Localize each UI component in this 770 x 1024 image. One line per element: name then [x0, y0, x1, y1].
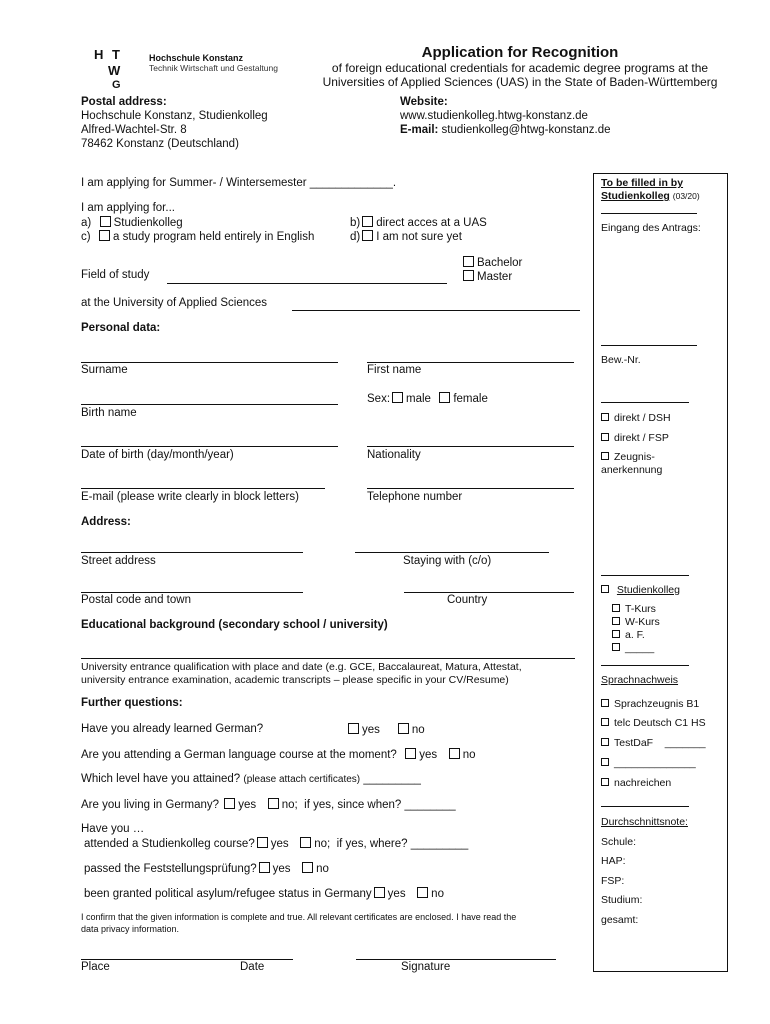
q5b-yes-label: yes [272, 863, 291, 875]
sprachzeugnis-option [601, 698, 699, 710]
sprachnachweis-label: Sprachnachweis [601, 674, 679, 686]
telephone-label: Telephone number [367, 491, 463, 503]
further-questions-heading: Further questions: [81, 697, 183, 709]
q5c-label: been granted political asylum/refugee status in Germany [84, 888, 372, 900]
zeugnis-checkbox[interactable] [601, 452, 609, 460]
bachelor-option [461, 256, 522, 269]
q-living-germany [81, 798, 456, 811]
signature-label: Signature [401, 961, 451, 973]
testdaf-input[interactable]: _______ [664, 737, 706, 749]
durchschnittsnote-label: Durchschnittsnote: [601, 816, 688, 828]
first-name-input[interactable] [367, 362, 574, 363]
female-label: female [453, 393, 488, 405]
dob-input[interactable] [81, 446, 338, 447]
q1-yes-checkbox[interactable] [348, 723, 359, 734]
option-c [81, 230, 314, 243]
confirmation-line-2: data privacy information. [81, 924, 180, 934]
option-d-label: I am not sure yet [376, 231, 462, 243]
dob-label: Date of birth (day/month/year) [81, 449, 234, 461]
q2-label: Are you attending a German language course at the moment? [81, 749, 397, 761]
signature-input[interactable] [356, 959, 556, 960]
street-input[interactable] [81, 552, 303, 553]
field-of-study-label: Field of study [81, 269, 150, 281]
date-label: Date [240, 961, 265, 973]
testdaf-label: TestDaF [614, 737, 654, 749]
q2-yes-label: yes [419, 749, 438, 761]
sidebar-line-3[interactable] [601, 402, 689, 403]
email-field-label: E-mail (please write clearly in block letters) [81, 491, 299, 503]
q-feststellungspruefung [84, 862, 329, 875]
male-label: male [406, 393, 431, 405]
email-address-line [400, 124, 611, 136]
q5a-label: attended a Studienkolleg course? [84, 838, 255, 850]
master-option [461, 270, 512, 283]
other-sprach-checkbox[interactable] [601, 758, 609, 766]
studium-label: Studium: [601, 894, 643, 906]
nationality-label: Nationality [367, 449, 421, 461]
sidebar-line-6[interactable] [601, 806, 689, 807]
q-level-attained [81, 773, 421, 785]
q5a-yes-checkbox[interactable] [257, 837, 268, 848]
sprachzeugnis-checkbox[interactable] [601, 699, 609, 707]
q5b-no-label: no [316, 863, 329, 875]
personal-data-heading: Personal data: [81, 322, 161, 334]
postal-label: Postal address: [81, 96, 167, 108]
website-label: Website: [400, 96, 448, 108]
page-title: Application for Recognition [421, 44, 619, 61]
surname-label: Surname [81, 364, 128, 376]
nachreichen-option [601, 777, 671, 789]
sidebar-date-code: (03/20) [672, 191, 700, 201]
direkt-fsp-label: direkt / FSP [614, 432, 669, 444]
direkt-dsh-checkbox[interactable] [601, 413, 609, 421]
option-d [350, 230, 462, 243]
university-input[interactable] [292, 310, 580, 311]
w-kurs-option [612, 616, 660, 628]
other-kurs-input[interactable]: _____ [625, 642, 655, 654]
option-a-prefix: a) [81, 217, 92, 229]
website-url[interactable]: www.studienkolleg.htwg-konstanz.de [400, 110, 588, 122]
q5c-no-label: no [431, 888, 444, 900]
option-b-checkbox[interactable] [362, 216, 373, 227]
t-kurs-checkbox[interactable] [612, 604, 620, 612]
w-kurs-label: W-Kurs [625, 616, 660, 628]
q4-yes-checkbox[interactable] [224, 798, 235, 809]
staying-with-label: Staying with (c/o) [403, 555, 492, 567]
field-of-study-input[interactable] [167, 283, 447, 284]
eingang-label: Eingang des Antrags: [601, 222, 701, 234]
email-input[interactable] [81, 488, 325, 489]
bachelor-label: Bachelor [477, 257, 523, 269]
studienkolleg-checkbox[interactable] [601, 585, 609, 593]
sidebar-line-4[interactable] [601, 575, 689, 576]
q5c-yes-label: yes [387, 888, 406, 900]
gesamt-label: gesamt: [601, 914, 639, 926]
other-kurs-option [612, 642, 654, 654]
logo-letter-h: H [94, 47, 104, 62]
q1-no-checkbox[interactable] [398, 723, 409, 734]
semester-line: I am applying for Summer- / Wintersemester _____________. [81, 177, 397, 189]
postal-line-2: Alfred-Wachtel-Str. 8 [81, 124, 187, 136]
postal-line-3: 78462 Konstanz (Deutschland) [81, 138, 239, 150]
other-sprach-option [601, 757, 696, 769]
w-kurs-checkbox[interactable] [612, 617, 620, 625]
birth-name-label: Birth name [81, 407, 137, 419]
surname-input[interactable] [81, 362, 338, 363]
bew-nr-label: Bew.-Nr. [601, 354, 641, 366]
telephone-input[interactable] [367, 488, 574, 489]
option-a [81, 216, 183, 229]
q2-no-checkbox[interactable] [449, 748, 460, 759]
q-attending-course [81, 748, 476, 761]
q4-no-label: no; [281, 799, 298, 811]
logo-name: Hochschule Konstanz [149, 53, 244, 63]
q1-no-label: no [411, 724, 425, 736]
nachreichen-label: nachreichen [614, 777, 672, 789]
subtitle-line-1: of foreign educational credentials for academic degree programs at the [331, 61, 709, 75]
q2-no-label: no [462, 749, 476, 761]
direkt-dsh-label: direkt / DSH [614, 412, 671, 424]
q4-no-checkbox[interactable] [268, 798, 279, 809]
logo-letter-w: W [108, 63, 121, 78]
other-kurs-checkbox[interactable] [612, 643, 620, 651]
q5b-label: passed the Feststellungsprüfung? [84, 863, 257, 875]
sidebar-title-1: To be filled in by [601, 177, 684, 189]
q-learned-german-answers [346, 723, 425, 736]
q5b-yes-checkbox[interactable] [259, 862, 270, 873]
zeugnis-option [601, 451, 655, 463]
q2-yes-checkbox[interactable] [405, 748, 416, 759]
q-have-you-intro: Have you … [81, 823, 145, 835]
telc-option [601, 717, 706, 729]
sex-label: Sex: [367, 393, 391, 405]
telc-label: telc Deutsch C1 HS [614, 717, 706, 729]
education-heading: Educational background (secondary school / university) [81, 619, 388, 631]
street-label: Street address [81, 555, 156, 567]
university-label: at the University of Applied Sciences [81, 297, 268, 309]
postal-code-input[interactable] [81, 592, 303, 593]
option-b [350, 216, 487, 229]
q4-yes-label: yes [238, 799, 257, 811]
female-checkbox[interactable] [439, 392, 450, 403]
q3-note: (please attach certificates) [243, 774, 361, 785]
q5a-no-label: no; [314, 838, 331, 850]
q5c-yes-checkbox[interactable] [374, 887, 385, 898]
option-a-checkbox[interactable] [100, 216, 111, 227]
q-studienkolleg-course [84, 837, 468, 850]
sidebar-line-2[interactable] [601, 345, 697, 346]
country-label: Country [447, 594, 488, 606]
nationality-input[interactable] [367, 446, 574, 447]
q3-input[interactable]: _________ [363, 773, 421, 785]
male-checkbox[interactable] [392, 392, 403, 403]
sprachzeugnis-label: Sprachzeugnis B1 [614, 698, 700, 710]
t-kurs-option [612, 603, 656, 615]
af-checkbox[interactable] [612, 630, 620, 638]
hap-label: HAP: [601, 855, 626, 867]
testdaf-option [601, 737, 706, 749]
option-b-label: direct acces at a UAS [376, 217, 487, 229]
sidebar-title-studienkolleg: Studienkolleg [601, 190, 670, 202]
option-c-checkbox[interactable] [99, 230, 110, 241]
option-c-prefix: c) [81, 231, 91, 243]
master-checkbox[interactable] [463, 270, 474, 281]
office-use-box [593, 173, 728, 972]
education-note-1: University entrance qualification with place and date (e.g. GCE, Baccalaureat, Matura, Attestat, [81, 661, 522, 673]
confirmation-line-1: I confirm that the given information is complete and true. All relevant certificates are enclosed. I have read the [81, 912, 517, 922]
q4-label: Are you living in Germany? [81, 799, 220, 811]
address-heading: Address: [81, 516, 131, 528]
q1-yes-label: yes [362, 724, 380, 736]
zeugnis-label-2: anerkennung [601, 464, 663, 476]
place-date-input[interactable] [81, 959, 293, 960]
option-b-prefix: b) [350, 217, 361, 229]
q5a-no-checkbox[interactable] [300, 837, 311, 848]
place-label: Place [81, 961, 110, 973]
q5b-no-checkbox[interactable] [302, 862, 313, 873]
af-option [612, 629, 645, 641]
q5a-where-input[interactable]: if yes, where? _________ [336, 838, 469, 850]
zeugnis-label-1: Zeugnis- [614, 451, 655, 463]
q-learned-german: Have you already learned German? [81, 723, 264, 735]
option-d-prefix: d) [350, 231, 361, 243]
sex-field [367, 392, 488, 405]
sidebar-line-5[interactable] [601, 665, 689, 666]
schule-label: Schule: [601, 836, 637, 848]
telc-checkbox[interactable] [601, 718, 609, 726]
master-label: Master [477, 271, 513, 283]
testdaf-checkbox[interactable] [601, 738, 609, 746]
af-label: a. F. [625, 629, 645, 641]
nachreichen-checkbox[interactable] [601, 778, 609, 786]
sidebar-line-1[interactable] [601, 213, 697, 214]
birth-name-input[interactable] [81, 404, 338, 405]
subtitle-line-2: Universities of Applied Sciences (UAS) in the State of Baden-Württemberg [322, 75, 718, 89]
fsp-label: FSP: [601, 875, 625, 887]
country-input[interactable] [404, 592, 574, 593]
applying-for-label: I am applying for... [81, 202, 175, 214]
first-name-label: First name [367, 364, 422, 376]
staying-with-input[interactable] [355, 552, 549, 553]
studienkolleg-label: Studienkolleg [616, 584, 680, 596]
q5a-yes-label: yes [270, 838, 289, 850]
option-d-checkbox[interactable] [362, 230, 373, 241]
direkt-dsh-option [601, 412, 671, 424]
postal-code-label: Postal code and town [81, 594, 191, 606]
sidebar-title-2 [601, 190, 700, 202]
q4-since-input[interactable]: if yes, since when? ________ [304, 799, 456, 811]
logo-letter-t: T [112, 47, 120, 62]
direkt-fsp-checkbox[interactable] [601, 433, 609, 441]
bachelor-checkbox[interactable] [463, 256, 474, 267]
education-input[interactable] [81, 658, 575, 659]
direkt-fsp-option [601, 432, 669, 444]
logo-letter-g: G [112, 79, 121, 91]
q-asylum-status [84, 887, 444, 900]
email-label: E-mail: [400, 124, 439, 136]
other-sprach-input[interactable]: ______________ [614, 757, 696, 769]
option-c-label: a study program held entirely in English [112, 231, 315, 243]
q5c-no-checkbox[interactable] [417, 887, 428, 898]
education-note-2: university entrance examination, academic transcripts – please specific in your CV/Resume) [81, 674, 509, 686]
t-kurs-label: T-Kurs [625, 603, 656, 615]
studienkolleg-option [601, 584, 680, 596]
option-a-label: Studienkolleg [113, 217, 183, 229]
email-link[interactable]: studienkolleg@htwg-konstanz.de [441, 124, 611, 136]
logo-tagline: Technik Wirtschaft und Gestaltung [149, 63, 278, 73]
q3-label: Which level have you attained? [81, 773, 241, 785]
postal-line-1: Hochschule Konstanz, Studienkolleg [81, 110, 268, 122]
